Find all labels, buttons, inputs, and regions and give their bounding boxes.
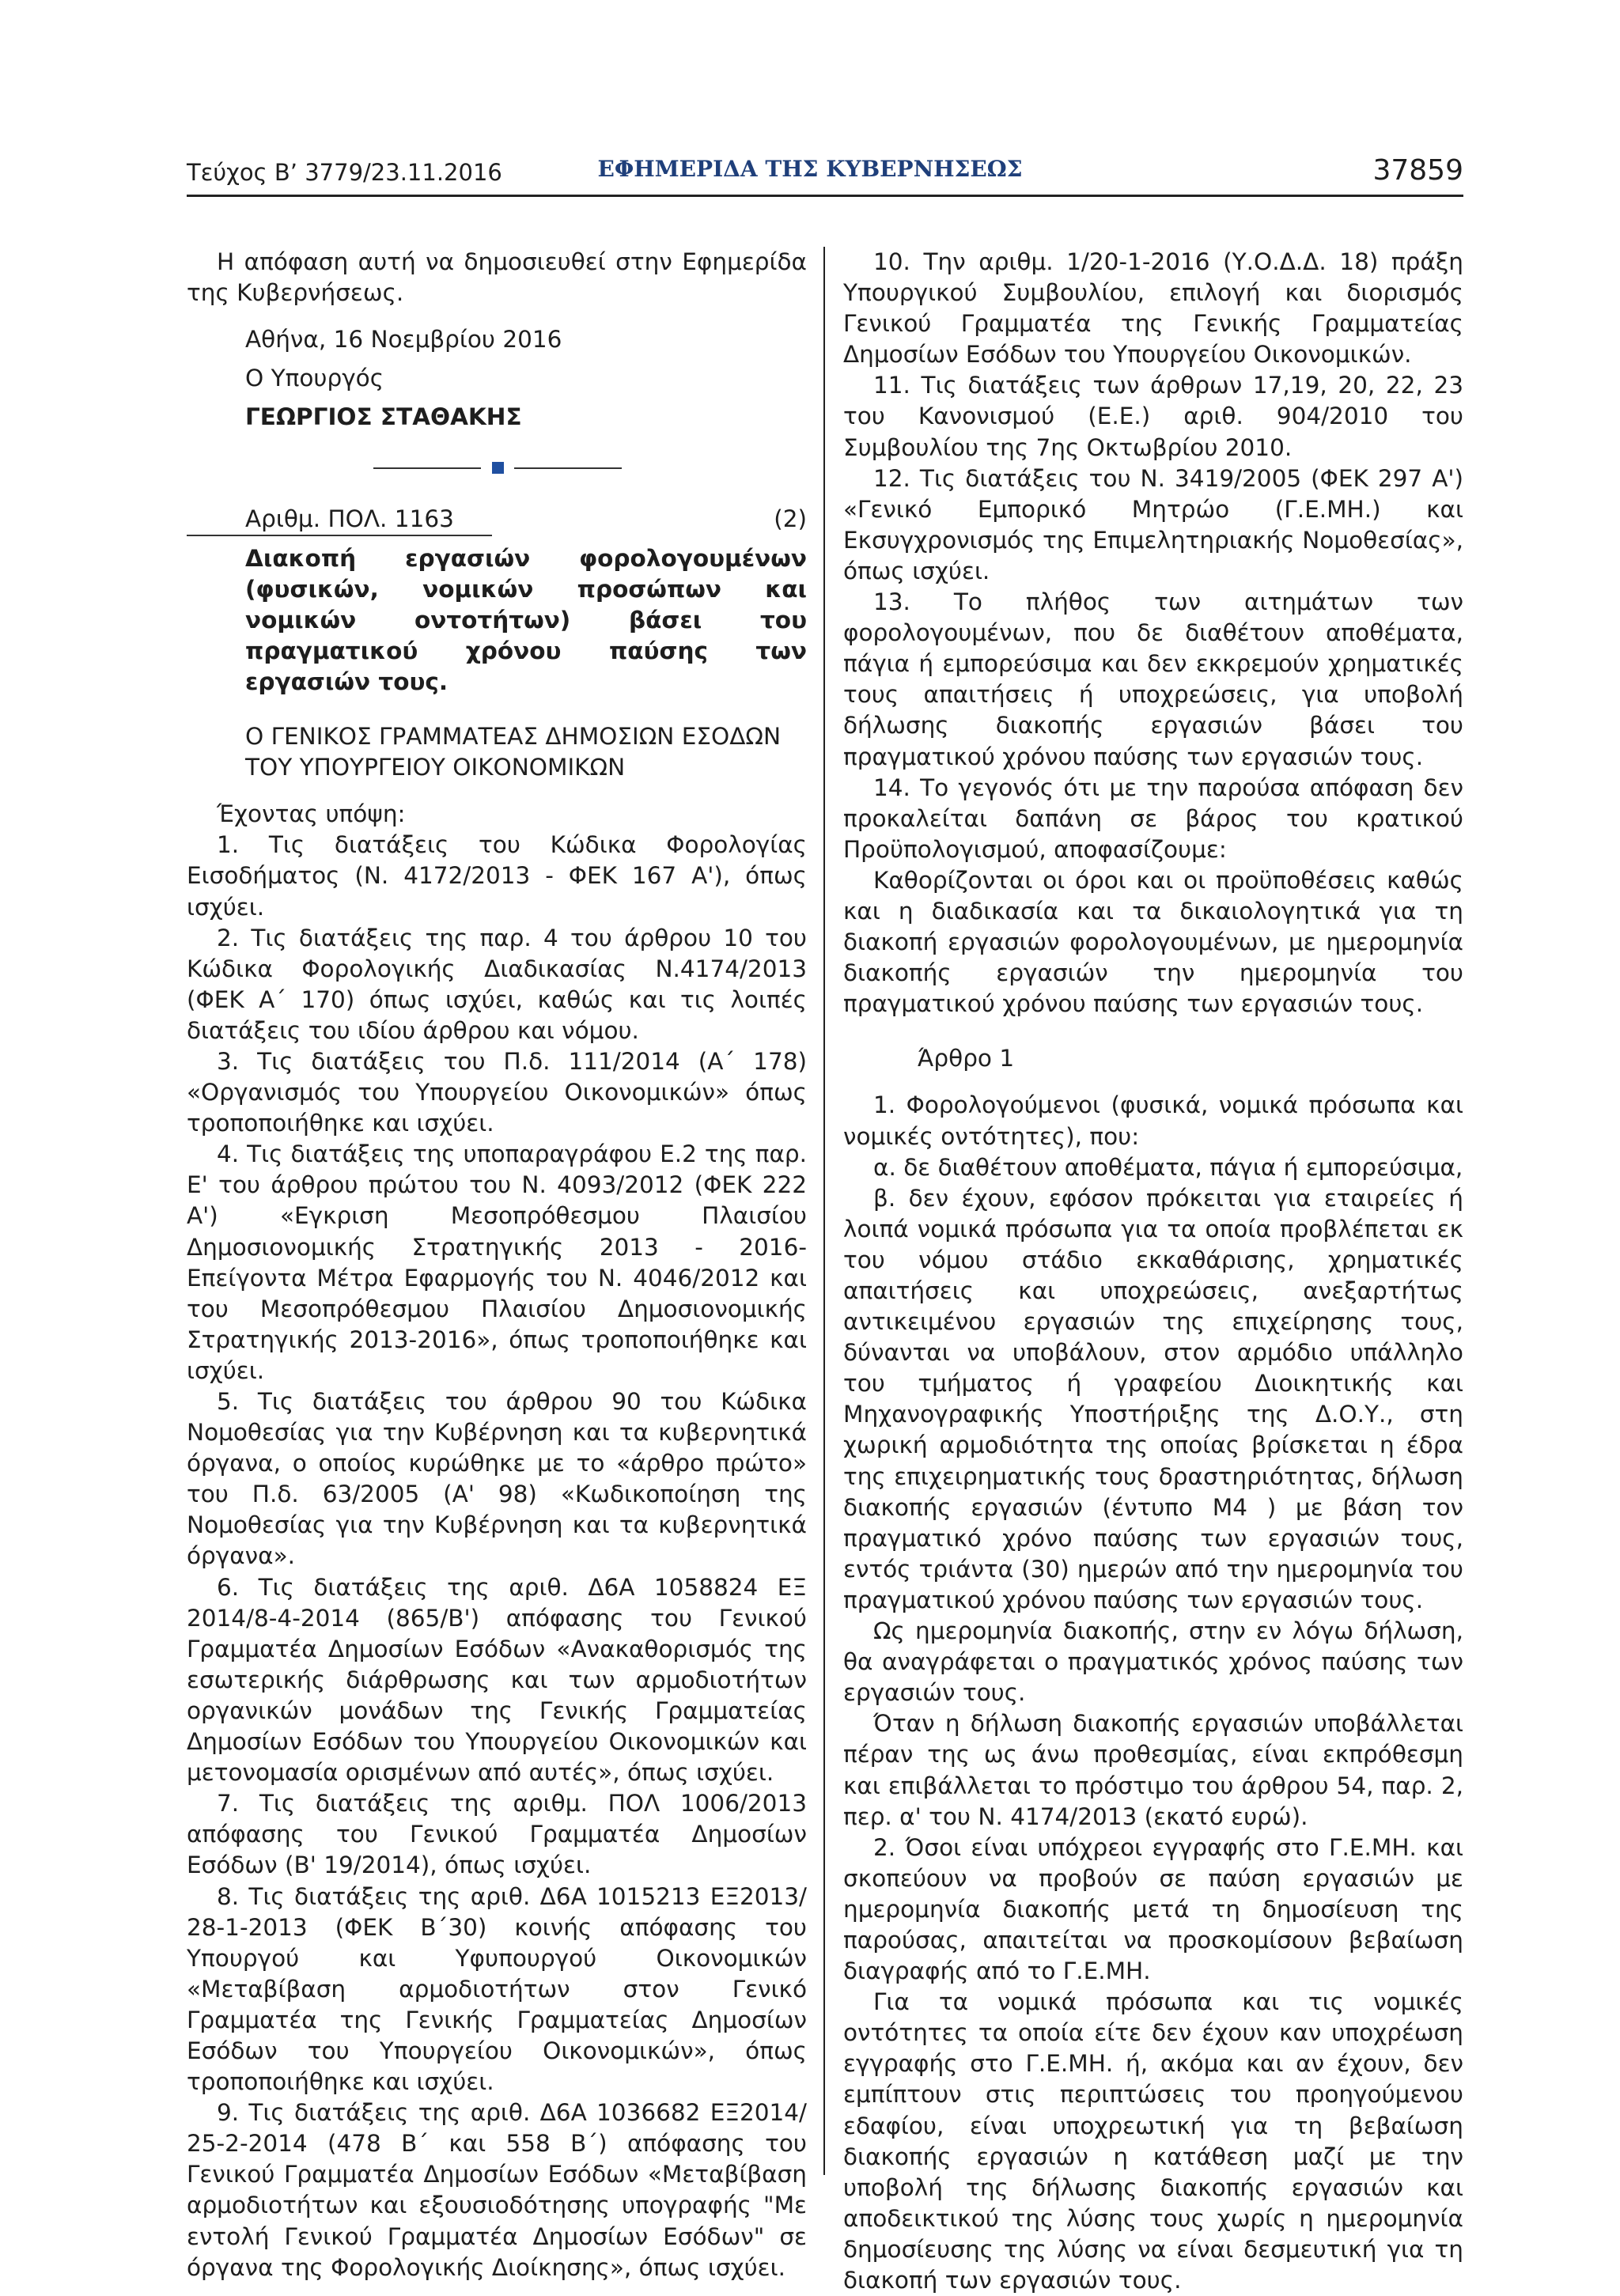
considering-item: 11. Τις διατάξεις των άρθρων 17,19, 20, 22, 23 του Κανονισμού (Ε.Ε.) αριθ. 904/2010 του Συμβουλίου της 7ης Οκτωβρίου 2010.	[843, 372, 1463, 461]
considering-item: 14. Το γεγονός ότι με την παρούσα απόφαση δεν προκαλείται δαπάνη σε βάρος του κρατικού Προϋπολογισμού, αποφασίζουμε:	[843, 774, 1463, 863]
decision-tag: (2)	[774, 505, 807, 533]
decision-number: Αριθμ. ΠΟΛ. 1163	[245, 505, 454, 533]
considering-item: 3. Τις διατάξεις του Π.δ. 111/2014 (Α΄ 178) «Οργανισμός του Υπουργείου Οικονομικών» όπως τροποποιήθηκε και ισχύει.	[187, 1047, 807, 1137]
section-separator	[187, 452, 807, 483]
article-paragraph: 2. Όσοι είναι υπόχρεοι εγγραφής στο Γ.Ε.ΜΗ. και σκοπεύουν να προβούν σε παύση εργασιών με ημερομηνία διακοπής μετά τη δημοσίευση της παρούσας, απαιτείται να προσκομίσουν βεβαίωση διαγραφής από το Γ.Ε.ΜΗ.	[843, 1833, 1463, 1985]
considering-item: 12. Τις διατάξεις του Ν. 3419/2005 (ΦΕΚ 297 Α') «Γενικό Εμπορικό Μητρώο (Γ.Ε.ΜΗ.) και Εκσυγχρονισμός της Επιμελητηριακής Νομοθεσίας», όπως ισχύει.	[843, 464, 1463, 584]
minister-role: Ο Υπουργός	[245, 365, 384, 392]
considering-item: 6. Τις διατάξεις της αριθ. Δ6Α 1058824 ΕΞ 2014/8-4-2014 (865/Β') απόφασης του Γενικού Γραμματέα Δημοσίων Εσόδων «Ανακαθορισμός της εσωτερικής διάρθρωσης και των αρμοδιοτήτων οργανικών μονάδων της Γενικής Γραμματείας Δημοσίων Εσόδων του Υπουργείου Οικονομικών και μετονομασία ορισμένων από αυτές», όπως ισχύει.	[187, 1573, 807, 1787]
right-column	[843, 247, 1463, 2296]
signatory-name: ΓΕΩΡΓΙΟΣ ΣΤΑΘΑΚΗΣ	[245, 403, 522, 431]
article-paragraph: 1. Φορολογούμενοι (φυσικά, νομικά πρόσωπα και νομικές οντότητες), που:	[843, 1091, 1463, 1150]
article-paragraph: Για τα νομικά πρόσωπα και τις νομικές οντότητες τα οποία είτε δεν έχουν καν υποχρέωση εγγραφής στο Γ.Ε.ΜΗ. ή, ακόμα και αν έχουν, δεν εμπίπτουν στις περιπτώσεις του προηγούμενου εδαφίου, είναι υποχρεωτική για τη βεβαίωση διακοπής εργασιών η κατάθεση μαζί με την υποβολή της δήλωσης διακοπής εργασιών και αποδεικτικού της λύσης τους χωρίς η ημερομηνία δημοσίευσης της λύσης να είναι δεσμευτική για τη διακοπή των εργασιών τους.	[843, 1988, 1463, 2294]
column-divider	[823, 247, 825, 2175]
gazette-title: ΕΦΗΜΕΡΙΔΑ ΤΗΣ ΚΥΒΕΡΝΗΣΕΩΣ	[597, 156, 1023, 182]
left-column	[187, 247, 807, 2283]
considering-heading: Έχοντας υπόψη:	[217, 800, 406, 828]
issuing-authority: Ο ΓΕΝΙΚΟΣ ΓΡΑΜΜΑΤΕΑΣ ΔΗΜΟΣΙΩΝ ΕΣΟΔΩΝ ΤΟΥ ΥΠΟΥΡΓΕΙΟΥ ΟΙΚΟΝΟΜΙΚΩΝ	[245, 723, 782, 781]
publication-order: Η απόφαση αυτή να δημοσιευθεί στην Εφημερίδα της Κυβερνήσεως.	[187, 248, 807, 307]
considering-item: 7. Τις διατάξεις της αριθμ. ΠΟΛ 1006/2013 απόφασης του Γενικού Γραμματέα Δημοσίων Εσόδων (Β' 19/2014), όπως ισχύει.	[187, 1790, 807, 1879]
considering-item: 4. Τις διατάξεις της υποπαραγράφου Ε.2 της παρ. Ε' του άρθρου πρώτου του Ν. 4093/2012 (ΦΕΚ 222 Α') «Εγκριση Μεσοπρόθεσμου Πλαισίου Δημοσιονομικής Στρατηγικής 2013 - 2016- Επείγοντα Μέτρα Εφαρμογής του Ν. 4046/2012 και του Μεσοπρόθεσμου Πλαισίου Δημοσιονομικής Στρατηγικής 2013-2016», όπως τροποποιήθηκε και ισχύει.	[187, 1140, 807, 1384]
article-heading: Άρθρο 1	[918, 1045, 1015, 1072]
considering-item: 13. Το πλήθος των αιτημάτων των φορολογουμένων, που δε διαθέτουν αποθέματα, πάγια ή εμπορεύσιμα και δεν εκκρεμούν χρηματικές τους απαιτήσεις ή υποχρεώσεις, για υποβολή δήλωσης διακοπής εργασιών βάσει του πραγματικού χρόνου παύσης των εργασιών τους.	[843, 588, 1463, 770]
place-date: Αθήνα, 16 Νοεμβρίου 2016	[245, 326, 562, 354]
page-number: 37859	[1372, 154, 1463, 187]
article-paragraph: β. δεν έχουν, εφόσον πρόκειται για εταιρείες ή λοιπά νομικά πρόσωπα για τα οποία προβλέπεται εκ του νόμου στάδιο εκκαθάρισης, χρηματικές απαιτήσεις και υποχρεώσεις, ανεξαρτήτως αντικειμένου εργασιών της επιχείρησης τους, δύνανται να υποβάλουν, στον αρμόδιο υπάλληλο του τμήματος ή γραφείου Διοικητικής και Μηχανογραφικής Υποστήριξης της Δ.Ο.Υ., στη χωρική αρμοδιότητα της οποίας βρίσκεται η έδρα της επιχειρηματικής τους δραστηριότητας, δήλωση διακοπής εργασιών (έντυπο Μ4 ) με βάση τον πραγματικό χρόνο παύσης των εργασιών τους, εντός τριάντα (30) ημερών από την ημερομηνία του πραγματικού χρόνου παύσης των εργασιών τους.	[843, 1184, 1463, 1613]
determination-paragraph: Καθορίζονται οι όροι και οι προϋποθέσεις καθώς και η διαδικασία και τα δικαιολογητικά για τη διακοπή εργασιών φορολογουμένων, με ημερομηνία διακοπής εργασιών την ημερομηνία του πραγματικού χρόνου παύσης των εργασιών τους.	[843, 866, 1463, 1018]
considering-item: 8. Τις διατάξεις της αριθ. Δ6Α 1015213 ΕΞ2013/ 28-1-2013 (ΦΕΚ Β΄30) κοινής απόφασης του Υπουργού και Υφυπουργού Οικονομικών «Μεταβίβαση αρμοδιοτήτων στον Γενικό Γραμματέα της Γενικής Γραμματείας Δημοσίων Εσόδων του Υπουργείου Οικονομικών», όπως τροποποιήθηκε και ισχύει.	[187, 1882, 807, 2096]
considering-item: 1. Τις διατάξεις του Κώδικα Φορολογίας Εισοδήματος (Ν. 4172/2013 - ΦΕΚ 167 Α'), όπως ισχύει.	[187, 831, 807, 921]
issue-number: Τεύχος Β’ 3779/23.11.2016	[187, 159, 502, 186]
decision-number-line	[187, 504, 807, 535]
considering-item: 10. Την αριθμ. 1/20-1-2016 (Υ.Ο.Δ.Δ. 18) πράξη Υπουργικού Συμβουλίου, επιλογή και διορισμός Γενικού Γραμματέα της Γενικής Γραμματείας Δημοσίων Εσόδων του Υπουργείου Οικονομικών.	[843, 248, 1463, 369]
article-paragraph: α. δε διαθέτουν αποθέματα, πάγια ή εμπορεύσιμα,	[873, 1153, 1463, 1181]
decision-title: Διακοπή εργασιών φορολογουμένων (φυσικών, νομικών προσώπων και νομικών οντοτήτων) βάσει του πραγματικού χρόνου παύσης των εργασιών τους.	[245, 544, 807, 695]
considering-item: 9. Τις διατάξεις της αριθ. Δ6Α 1036682 ΕΞ2014/ 25-2-2014 (478 Β΄ και 558 Β΄) απόφασης του Γενικού Γραμματέα Δημοσίων Εσόδων «Μεταβίβαση αρμοδιοτήτων και εξουσιοδότησης υπογραφής "Με εντολή Γενικού Γραμματέα Δημοσίων Εσόδων" σε όργανα της Φορολογικής Διοίκησης», όπως ισχύει.	[187, 2099, 807, 2281]
article-paragraph: Ως ημερομηνία διακοπής, στην εν λόγω δήλωση, θα αναγράφεται ο πραγματικός χρόνος παύσης των εργασιών τους.	[843, 1617, 1463, 1707]
considering-item: 5. Τις διατάξεις του άρθρου 90 του Κώδικα Νομοθεσίας για την Κυβέρνηση και τα κυβερνητικά όργανα, ο οποίος κυρώθηκε με το «άρθρο πρώτο» του Π.δ. 63/2005 (Α' 98) «Κωδικοποίηση της Νομοθεσίας για την Κυβέρνηση και τα κυβερνητικά όργανα».	[187, 1388, 807, 1570]
considering-item: 2. Τις διατάξεις της παρ. 4 του άρθρου 10 του Κώδικα Φορολογικής Διαδικασίας Ν.4174/2013 (ΦΕΚ Α΄ 170) όπως ισχύει, καθώς και τις λοιπές διατάξεις του ιδίου άρθρου και νόμου.	[187, 924, 807, 1044]
decision-number-rule	[187, 535, 492, 536]
article-paragraph: Όταν η δήλωση διακοπής εργασιών υποβάλλεται πέραν της ως άνω προθεσμίας, είναι εκπρόθεσμη και επιβάλλεται το πρόστιμο του άρθρου 54, παρ. 2, περ. α' του Ν. 4174/2013 (εκατό ευρώ).	[843, 1710, 1463, 1830]
header-rule	[187, 195, 1463, 197]
